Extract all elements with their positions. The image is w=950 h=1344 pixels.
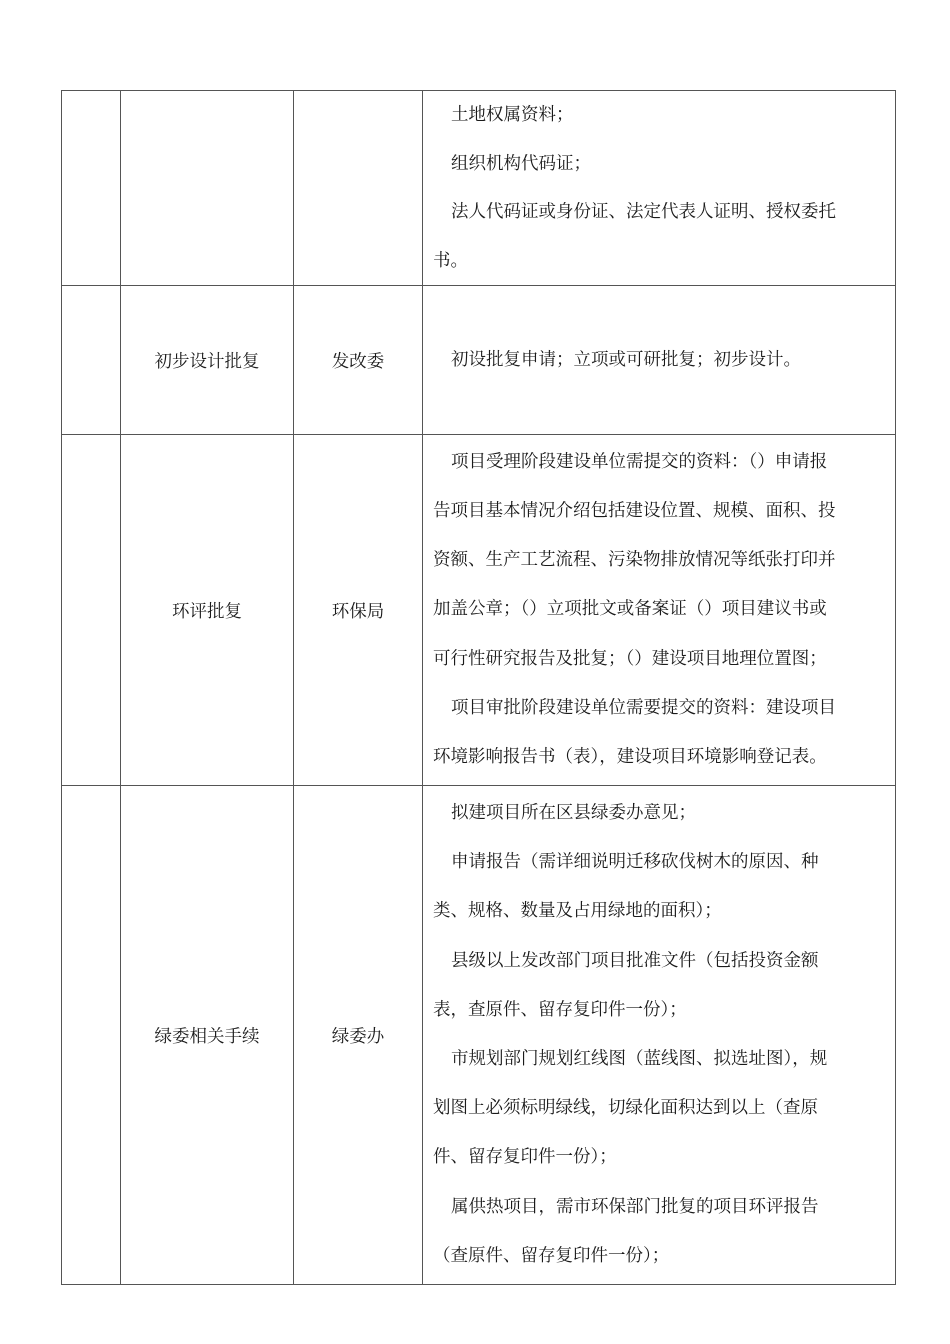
- requirement-line: 划图上必须标明绿线，切绿化面积达到以上（查原: [433, 1098, 818, 1119]
- table-row: [62, 786, 896, 1285]
- table-row: [62, 91, 896, 286]
- requirement-line: 组织机构代码证；: [451, 153, 591, 174]
- requirement-line: 类、规格、数量及占用绿地的面积）；: [433, 901, 722, 922]
- requirement-line: 申请报告（需详细说明迁移砍伐树木的原因、种: [451, 852, 819, 873]
- requirement-line: 书。: [433, 250, 468, 271]
- requirement-line: 环境影响报告书（表），建设项目环境影响登记表。: [433, 747, 827, 767]
- item-name-cell: 绿委相关手续: [121, 786, 294, 1285]
- index-cell: [62, 435, 121, 786]
- table-row: [62, 435, 896, 786]
- department-cell: 环保局: [294, 435, 423, 786]
- requirement-line: 表，查原件、留存复印件一份）；: [433, 999, 687, 1020]
- approval-table: [61, 90, 896, 1285]
- table-row: [62, 286, 896, 435]
- requirements-cell: [423, 786, 896, 1285]
- item-name-cell: 环评批复: [121, 435, 294, 786]
- index-cell: [62, 91, 121, 286]
- requirement-line: 初设批复申请；立项或可研批复；初步设计。: [451, 349, 801, 370]
- department-cell: 发改委: [294, 286, 423, 435]
- item-name-cell: 初步设计批复: [121, 286, 294, 435]
- requirement-line: 属供热项目，需市环保部门批复的项目环评报告: [451, 1196, 819, 1217]
- requirement-line: 加盖公章；（）立项批文或备案证（）项目建议书或: [433, 599, 827, 620]
- department-cell: [294, 91, 423, 286]
- department-cell: 绿委办: [294, 786, 423, 1285]
- requirement-line: 市规划部门规划红线图（蓝线图、拟选址图），规: [451, 1049, 828, 1069]
- item-name-cell: [121, 91, 294, 286]
- requirement-line: 土地权属资料；: [451, 105, 574, 125]
- requirement-line: 县级以上发改部门项目批准文件（包括投资金额: [451, 950, 819, 971]
- requirement-line: 件、留存复印件一份）；: [433, 1147, 617, 1168]
- requirement-line: 法人代码证或身份证、法定代表人证明、授权委托: [451, 202, 836, 222]
- requirement-line: 告项目基本情况介绍包括建设位置、规模、面积、投: [433, 500, 836, 521]
- requirement-line: 可行性研究报告及批复；（）建设项目地理位置图；: [433, 648, 827, 669]
- requirement-line: 项目受理阶段建设单位需提交的资料：（）申请报: [451, 451, 828, 472]
- requirements-cell: [423, 286, 896, 435]
- requirement-line: 项目审批阶段建设单位需要提交的资料：建设项目: [451, 697, 836, 718]
- requirement-line: （查原件、留存复印件一份）；: [433, 1245, 670, 1266]
- requirements-cell: [423, 435, 896, 786]
- index-cell: [62, 286, 121, 435]
- requirement-line: 资额、生产工艺流程、污染物排放情况等纸张打印并: [433, 550, 836, 571]
- requirements-cell: [423, 91, 896, 286]
- index-cell: [62, 786, 121, 1285]
- requirement-line: 拟建项目所在区县绿委办意见；: [451, 802, 696, 823]
